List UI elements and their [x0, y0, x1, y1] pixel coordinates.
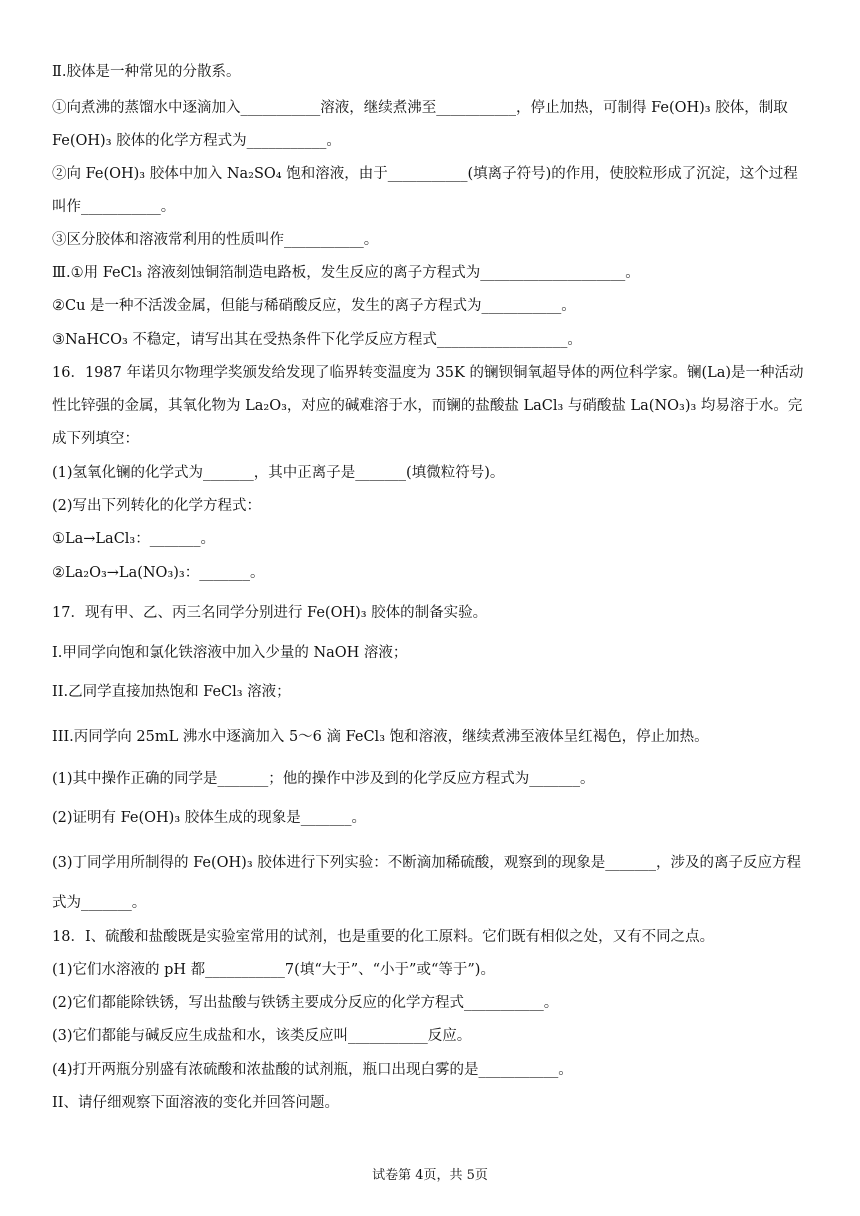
text-line: (2)它们都能除铁锈，写出盐酸与铁锈主要成分反应的化学方程式___________。	[52, 995, 559, 1011]
text-line: (1)氢氧化镧的化学式为_______，其中正离子是_______(填微粒符号)。	[52, 465, 505, 481]
text-line: Ⅲ.①用 FeCl₃ 溶液刻蚀铜箔制造电路板，发生反应的离子方程式为____________________。	[52, 265, 640, 281]
text-line: ②向 Fe(OH)₃ 胶体中加入 Na₂SO₄ 饱和溶液，由于___________(填离子符号)的作用，使胶粒形成了沉淀，这个过程	[52, 166, 798, 182]
text-line: ①向煮沸的蒸馏水中逐滴加入___________溶液，继续煮沸至___________，停止加热，可制得 Fe(OH)₃ 胶体，制取	[52, 100, 788, 116]
text-line: ①La→LaCl₃：_______。	[52, 531, 215, 547]
question-17-text: 17．现有甲、乙、丙三名同学分别进行 Fe(OH)₃ 胶体的制备实验。	[52, 605, 488, 621]
text-line: III.丙同学向 25mL 沸水中逐滴加入 5～6 滴 FeCl₃ 饱和溶液，继续煮沸至液体呈红褐色，停止加热。	[52, 729, 709, 745]
text-line: Ⅱ.胶体是一种常见的分散系。	[52, 64, 241, 80]
text-line: (1)它们水溶液的 pH 都___________7(填“大于”、“小于”或“等于”)。	[52, 962, 495, 978]
page-footer: 试卷第 4页，共 5页	[372, 1168, 488, 1183]
text-line: II.乙同学直接加热饱和 FeCl₃ 溶液；	[52, 684, 291, 700]
text-line: Fe(OH)₃ 胶体的化学方程式为___________。	[52, 133, 341, 149]
question-16-text: 16．1987 年诺贝尔物理学奖颁发给发现了临界转变温度为 35K 的镧钡铜氧超导体的两位科学家。镧(La)是一种活动	[52, 365, 804, 381]
text-line: ②La₂O₃→La(NO₃)₃：_______。	[52, 565, 265, 581]
text-line: 叫作___________。	[52, 199, 176, 215]
text-line: ②Cu 是一种不活泼金属，但能与稀硝酸反应，发生的离子方程式为___________。	[52, 298, 576, 314]
text-line: (2)写出下列转化的化学方程式：	[52, 498, 262, 514]
question-18-text: 18．I、硫酸和盐酸既是实验室常用的试剂，也是重要的化工原料。它们既有相似之处，又有不同之点。	[52, 929, 715, 945]
text-line: (2)证明有 Fe(OH)₃ 胶体生成的现象是_______。	[52, 810, 367, 826]
text-line: II、请仔细观察下面溶液的变化并回答问题。	[52, 1095, 339, 1111]
text-line: (1)其中操作正确的同学是_______；他的操作中涉及到的化学反应方程式为_______。	[52, 771, 595, 787]
text-line: I.甲同学向饱和氯化铁溶液中加入少量的 NaOH 溶液；	[52, 645, 408, 661]
text-line: 性比锌强的金属，其氧化物为 La₂O₃，对应的碱难溶于水，而镧的盐酸盐 LaCl₃ 与硝酸盐 La(NO₃)₃ 均易溶于水。完	[52, 398, 803, 414]
text-line: (3)丁同学用所制得的 Fe(OH)₃ 胶体进行下列实验：不断滴加稀硫酸，观察到的现象是_______，涉及的离子反应方程	[52, 855, 802, 871]
text-line: 式为_______。	[52, 895, 147, 911]
text-line: (3)它们都能与碱反应生成盐和水，该类反应叫___________反应。	[52, 1028, 472, 1044]
text-line: ③区分胶体和溶液常利用的性质叫作___________。	[52, 232, 379, 248]
text-line: 成下列填空：	[52, 431, 139, 447]
text-line: (4)打开两瓶分别盛有浓硫酸和浓盐酸的试剂瓶，瓶口出现白雾的是___________。	[52, 1062, 573, 1078]
text-line: ③NaHCO₃ 不稳定，请写出其在受热条件下化学反应方程式__________________。	[52, 332, 582, 348]
